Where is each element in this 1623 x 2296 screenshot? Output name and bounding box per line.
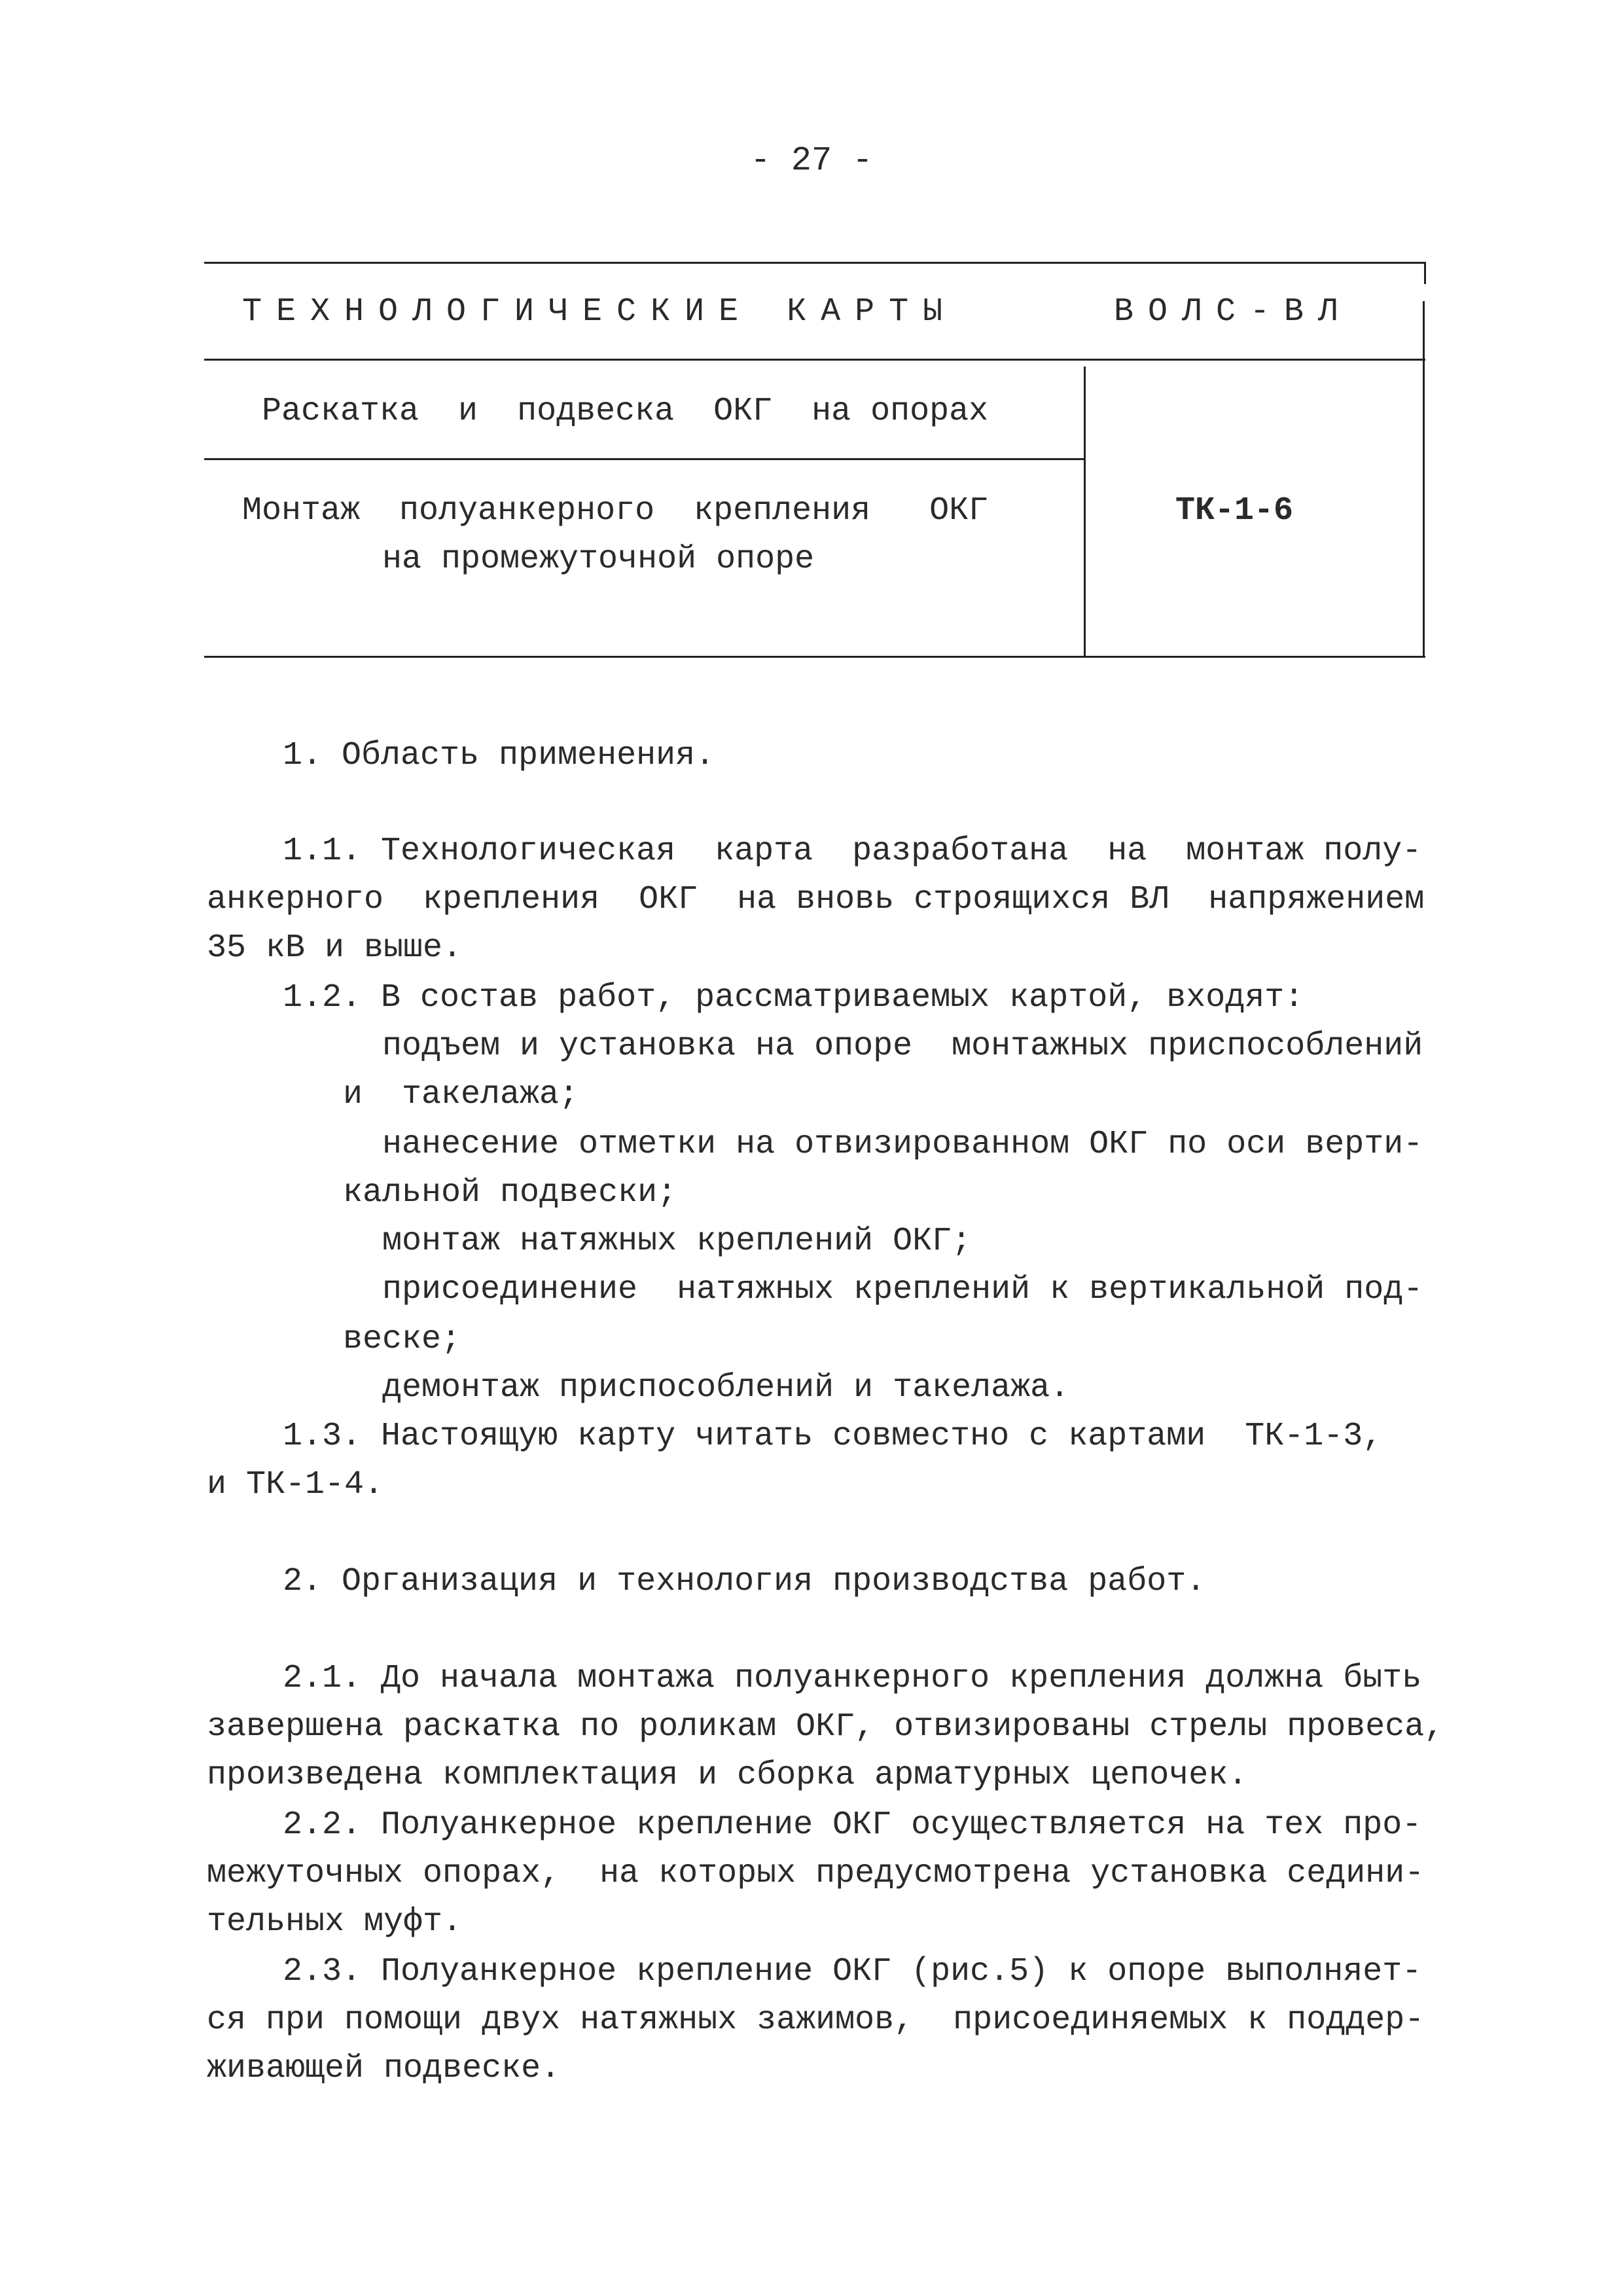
para-1-3-line2: и ТК-1-4. — [207, 1466, 384, 1503]
heading-1: 1. Область применения. — [283, 737, 715, 774]
list-item-4-line2: веске; — [343, 1321, 461, 1358]
heading-2: 2. Организация и технология производства работ. — [283, 1563, 1206, 1600]
header-code: ТК-1-6 — [1175, 492, 1294, 529]
para-1-1-line3: 35 кВ и выше. — [207, 929, 463, 967]
list-item-1-line2: и такелажа; — [343, 1076, 579, 1113]
table-border-right — [1423, 301, 1425, 657]
page-number: - 27 - — [750, 141, 873, 180]
para-2-1-line2: завершена раскатка по роликам ОКГ, отвизированы стрелы провеса, — [207, 1708, 1444, 1746]
list-item-5: демонтаж приспособлений и такелажа. — [382, 1369, 1070, 1407]
para-2-2-line1: 2.2. Полуанкерное крепление ОКГ осуществляется на тех про- — [283, 1806, 1422, 1844]
table-border-top — [204, 262, 1425, 264]
table-border-right-top — [1424, 262, 1426, 284]
para-2-2-line3: тельных муфт. — [207, 1903, 463, 1941]
para-1-2: 1.2. В состав работ, рассматриваемых картой, входят: — [283, 979, 1304, 1016]
table-column-divider — [1084, 367, 1086, 656]
para-2-1-line3: произведена комплектация и сборка арматурных цепочек. — [207, 1757, 1248, 1794]
para-2-3-line1: 2.3. Полуанкерное крепление ОКГ (рис.5) к опоре выполняет- — [283, 1953, 1422, 1990]
table-divider-section — [204, 458, 1085, 460]
header-subject-line2: на промежуточной опоре — [382, 541, 815, 578]
header-title-right: ВОЛС-ВЛ — [1114, 293, 1353, 331]
table-border-bottom — [204, 656, 1425, 658]
para-2-2-line2: межуточных опорах, на которых предусмотрена установка седини- — [207, 1855, 1425, 1892]
para-1-1-line2: анкерного крепления ОКГ на вновь строящихся ВЛ напряжением — [207, 881, 1425, 918]
header-section: Раскатка и подвеска ОКГ на опорах — [262, 393, 989, 430]
para-1-1-line1: 1.1. Технологическая карта разработана на монтаж полу- — [283, 833, 1422, 870]
list-item-2-line1: нанесение отметки на отвизированном ОКГ по оси верти- — [382, 1126, 1423, 1163]
list-item-4-line1: присоединение натяжных креплений к вертикальной под- — [382, 1271, 1423, 1308]
para-2-1-line1: 2.1. До начала монтажа полуанкерного крепления должна быть — [283, 1660, 1422, 1697]
header-title-left: ТЕХНОЛОГИЧЕСКИЕ КАРТЫ — [242, 293, 957, 331]
para-2-3-line2: ся при помощи двух натяжных зажимов, присоединяемых к поддер- — [207, 2001, 1425, 2039]
table-divider-title — [204, 359, 1425, 361]
list-item-3: монтаж натяжных креплений ОКГ; — [382, 1223, 972, 1260]
para-1-3-line1: 1.3. Настоящую карту читать совместно с картами ТК-1-3, — [283, 1418, 1383, 1455]
list-item-1-line1: подъем и установка на опоре монтажных приспособлений — [382, 1028, 1423, 1065]
para-2-3-line3: живающей подвеске. — [207, 2050, 561, 2087]
list-item-2-line2: кальной подвески; — [343, 1174, 677, 1211]
header-subject-line1: Монтаж полуанкерного крепления ОКГ — [242, 492, 989, 529]
